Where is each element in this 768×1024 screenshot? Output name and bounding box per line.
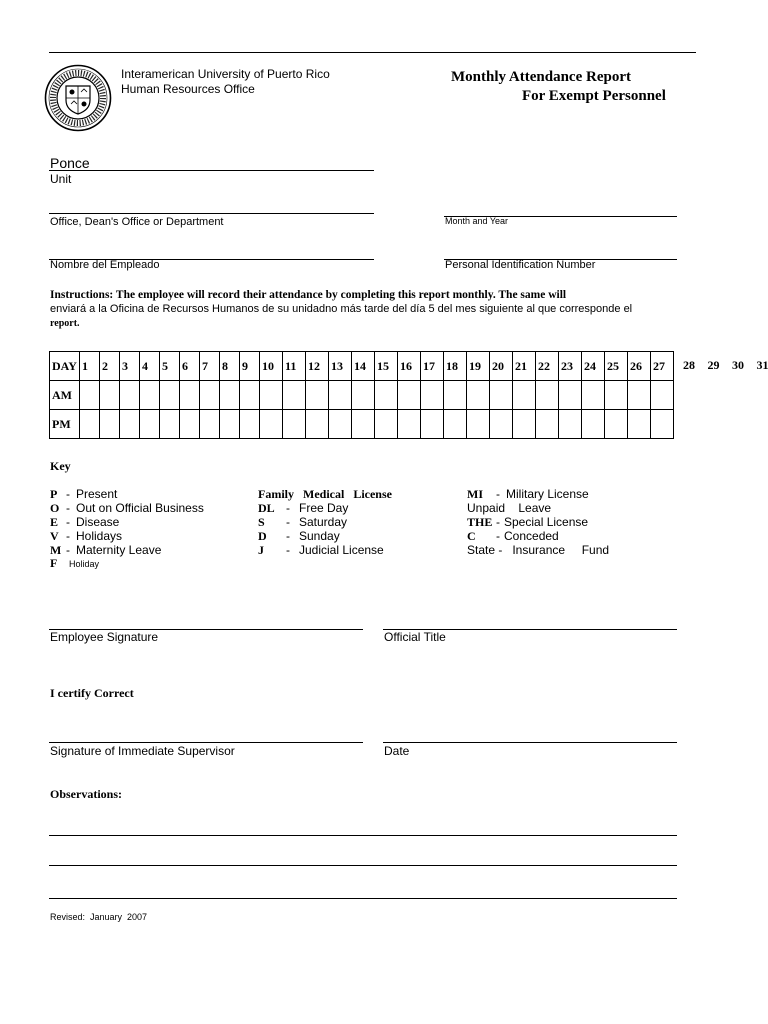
pm-cell[interactable] [220, 410, 240, 439]
am-row [50, 381, 674, 410]
pm-cell[interactable] [605, 410, 628, 439]
day-header: 10 [260, 352, 283, 381]
key-dash: - [66, 543, 70, 557]
office-label: Office, Dean's Office or Department [50, 216, 224, 228]
key-text: Holidays [76, 529, 123, 543]
am-cell[interactable] [160, 381, 180, 410]
am-cell[interactable] [100, 381, 120, 410]
am-cell[interactable] [240, 381, 260, 410]
pm-cell[interactable] [306, 410, 329, 439]
key-text: Military License [506, 487, 589, 501]
key-code: S [258, 515, 265, 529]
day-header-overflow: 28 [683, 358, 695, 372]
day-header: 6 [180, 352, 200, 381]
day-header: 7 [200, 352, 220, 381]
unit-line [49, 170, 374, 171]
key-code: O [50, 501, 60, 515]
key-dash: - [286, 529, 290, 543]
office-line[interactable] [49, 213, 374, 214]
key-code: M [50, 543, 62, 557]
pm-cell[interactable] [490, 410, 513, 439]
day-header: 1 [80, 352, 100, 381]
day-label: DAY [50, 352, 80, 381]
instructions-line1: Instructions: The employee will record their attendance by completing this report monthly. The same will [50, 289, 567, 301]
am-cell[interactable] [80, 381, 100, 410]
key-text: Saturday [299, 515, 348, 529]
pm-label: PM [50, 410, 80, 439]
key-text: Holiday [69, 559, 100, 569]
personal-id-label: Personal Identification Number [445, 259, 596, 271]
employee-name-label: Nombre del Empleado [50, 259, 160, 271]
attendance-table [49, 351, 674, 439]
am-cell[interactable] [490, 381, 513, 410]
key-dash: - [496, 529, 500, 543]
observations-line[interactable] [49, 865, 677, 866]
key-text: Special License [504, 515, 589, 529]
pm-cell[interactable] [398, 410, 421, 439]
instructions-line3: report. [50, 318, 80, 329]
key-dash: - [66, 529, 70, 543]
key-dash: - [496, 515, 500, 529]
instructions-line2: enviará a la Oficina de Recursos Humanos de su unidadno más tarde del día 5 del mes siguiente al que corresponde el [50, 303, 633, 315]
key-item [50, 501, 204, 516]
pm-cell[interactable] [628, 410, 651, 439]
pm-cell[interactable] [467, 410, 490, 439]
am-cell[interactable] [582, 381, 605, 410]
key-text: Free Day [299, 501, 349, 515]
observations-line[interactable] [49, 898, 677, 899]
key-dash: - [66, 487, 70, 501]
key-text: Present [76, 487, 118, 501]
day-header-overflow: 29 [707, 358, 720, 372]
key-dash: - [286, 515, 290, 529]
month-year-label: Month and Year [445, 216, 509, 226]
am-cell[interactable] [536, 381, 559, 410]
pm-cell[interactable] [200, 410, 220, 439]
key-text: Sunday [299, 529, 340, 543]
key-text: State - Insurance Fund [467, 543, 610, 557]
pm-row [50, 410, 674, 439]
day-header: 21 [513, 352, 536, 381]
am-cell[interactable] [444, 381, 467, 410]
unit-value[interactable]: Ponce [50, 155, 90, 171]
key-item [467, 543, 609, 557]
day-header: 11 [283, 352, 306, 381]
am-cell[interactable] [220, 381, 240, 410]
day-header: 8 [220, 352, 240, 381]
day-header: 26 [628, 352, 651, 381]
am-cell[interactable] [329, 381, 352, 410]
pm-cell[interactable] [120, 410, 140, 439]
supervisor-signature-label: Signature of Immediate Supervisor [50, 744, 235, 758]
extra-days [683, 358, 768, 373]
am-cell[interactable] [651, 381, 674, 410]
pm-cell[interactable] [375, 410, 398, 439]
key-dash: - [66, 515, 70, 529]
day-header: 17 [421, 352, 444, 381]
key-code: MI [467, 487, 483, 501]
key-code: DL [258, 501, 275, 515]
org-department: Human Resources Office [121, 82, 255, 96]
am-cell[interactable] [605, 381, 628, 410]
am-label: AM [50, 381, 80, 410]
key-text: Conceded [504, 529, 559, 543]
pm-cell[interactable] [421, 410, 444, 439]
key-code: THE [467, 515, 493, 529]
key-code: E [50, 515, 59, 529]
top-rule [49, 52, 696, 53]
key-item [258, 529, 340, 544]
day-header: 15 [375, 352, 398, 381]
key-item [467, 515, 588, 530]
day-header: 2 [100, 352, 120, 381]
am-cell[interactable] [467, 381, 490, 410]
key-dash: - [496, 487, 500, 501]
pm-cell[interactable] [240, 410, 260, 439]
day-header: 25 [605, 352, 628, 381]
report-subtitle: For Exempt Personnel [522, 88, 666, 104]
key-item [467, 529, 559, 544]
key-dash: - [286, 501, 290, 515]
am-cell[interactable] [421, 381, 444, 410]
am-cell[interactable] [283, 381, 306, 410]
certify-heading: I certify Correct [50, 686, 134, 700]
am-cell[interactable] [306, 381, 329, 410]
date-label: Date [384, 744, 410, 758]
key-family-medical-license: Family Medical License [258, 487, 392, 501]
pm-cell[interactable] [352, 410, 375, 439]
key-text: Disease [76, 515, 120, 529]
org-name: Interamerican University of Puerto Rico [121, 67, 330, 81]
day-header: 5 [160, 352, 180, 381]
day-header: 24 [582, 352, 605, 381]
observations-heading: Observations: [50, 787, 122, 801]
day-header: 22 [536, 352, 559, 381]
supervisor-signature-line[interactable] [49, 742, 363, 743]
unit-label: Unit [50, 172, 72, 186]
pm-cell[interactable] [582, 410, 605, 439]
am-cell[interactable] [140, 381, 160, 410]
pm-cell[interactable] [559, 410, 582, 439]
pm-cell[interactable] [80, 410, 100, 439]
am-cell[interactable] [180, 381, 200, 410]
key-code: V [50, 529, 59, 543]
day-header: 13 [329, 352, 352, 381]
day-header: 20 [490, 352, 513, 381]
am-cell[interactable] [352, 381, 375, 410]
day-header: 14 [352, 352, 375, 381]
day-header: 27 [651, 352, 674, 381]
key-item [50, 515, 119, 530]
am-cell[interactable] [375, 381, 398, 410]
key-text: Maternity Leave [76, 543, 162, 557]
day-header-overflow: 31 [756, 358, 768, 372]
university-seal-icon [44, 64, 112, 132]
key-dash: - [286, 543, 290, 557]
key-item [258, 515, 347, 530]
employee-signature-label: Employee Signature [50, 630, 159, 644]
am-cell[interactable] [260, 381, 283, 410]
pm-cell[interactable] [100, 410, 120, 439]
key-item [258, 543, 384, 558]
key-item [50, 529, 122, 544]
am-cell[interactable] [398, 381, 421, 410]
pm-cell[interactable] [444, 410, 467, 439]
day-header: 16 [398, 352, 421, 381]
pm-cell[interactable] [513, 410, 536, 439]
key-code: D [258, 529, 267, 543]
revised-date: Revised: January 2007 [50, 912, 148, 922]
day-row [50, 352, 674, 381]
am-cell[interactable] [559, 381, 582, 410]
date-line[interactable] [383, 742, 677, 743]
am-cell[interactable] [628, 381, 651, 410]
pm-cell[interactable] [260, 410, 283, 439]
key-item [258, 501, 348, 516]
day-header: 3 [120, 352, 140, 381]
pm-cell[interactable] [180, 410, 200, 439]
key-code: F [50, 556, 58, 570]
day-header: 23 [559, 352, 582, 381]
pm-cell[interactable] [283, 410, 306, 439]
key-code: P [50, 487, 58, 501]
pm-cell[interactable] [536, 410, 559, 439]
official-title-label: Official Title [384, 630, 446, 644]
key-code: C [467, 529, 476, 543]
key-text: Unpaid Leave [467, 501, 552, 515]
key-code: J [258, 543, 264, 557]
pm-cell[interactable] [329, 410, 352, 439]
day-header: 12 [306, 352, 329, 381]
key-item [467, 501, 551, 515]
pm-cell[interactable] [140, 410, 160, 439]
am-cell[interactable] [200, 381, 220, 410]
day-header: 9 [240, 352, 260, 381]
day-header: 18 [444, 352, 467, 381]
am-cell[interactable] [120, 381, 140, 410]
day-header: 19 [467, 352, 490, 381]
am-cell[interactable] [513, 381, 536, 410]
pm-cell[interactable] [651, 410, 674, 439]
key-item [50, 487, 117, 502]
report-title: Monthly Attendance Report [451, 69, 631, 85]
pm-cell[interactable] [160, 410, 180, 439]
day-header: 4 [140, 352, 160, 381]
observations-line[interactable] [49, 835, 677, 836]
day-header-overflow: 30 [732, 358, 744, 372]
key-item [467, 487, 589, 502]
key-dash: - [66, 501, 70, 515]
key-title: Key [50, 459, 71, 473]
key-text: Judicial License [299, 543, 384, 557]
key-item [50, 556, 99, 571]
key-text: Out on Official Business [76, 501, 204, 515]
